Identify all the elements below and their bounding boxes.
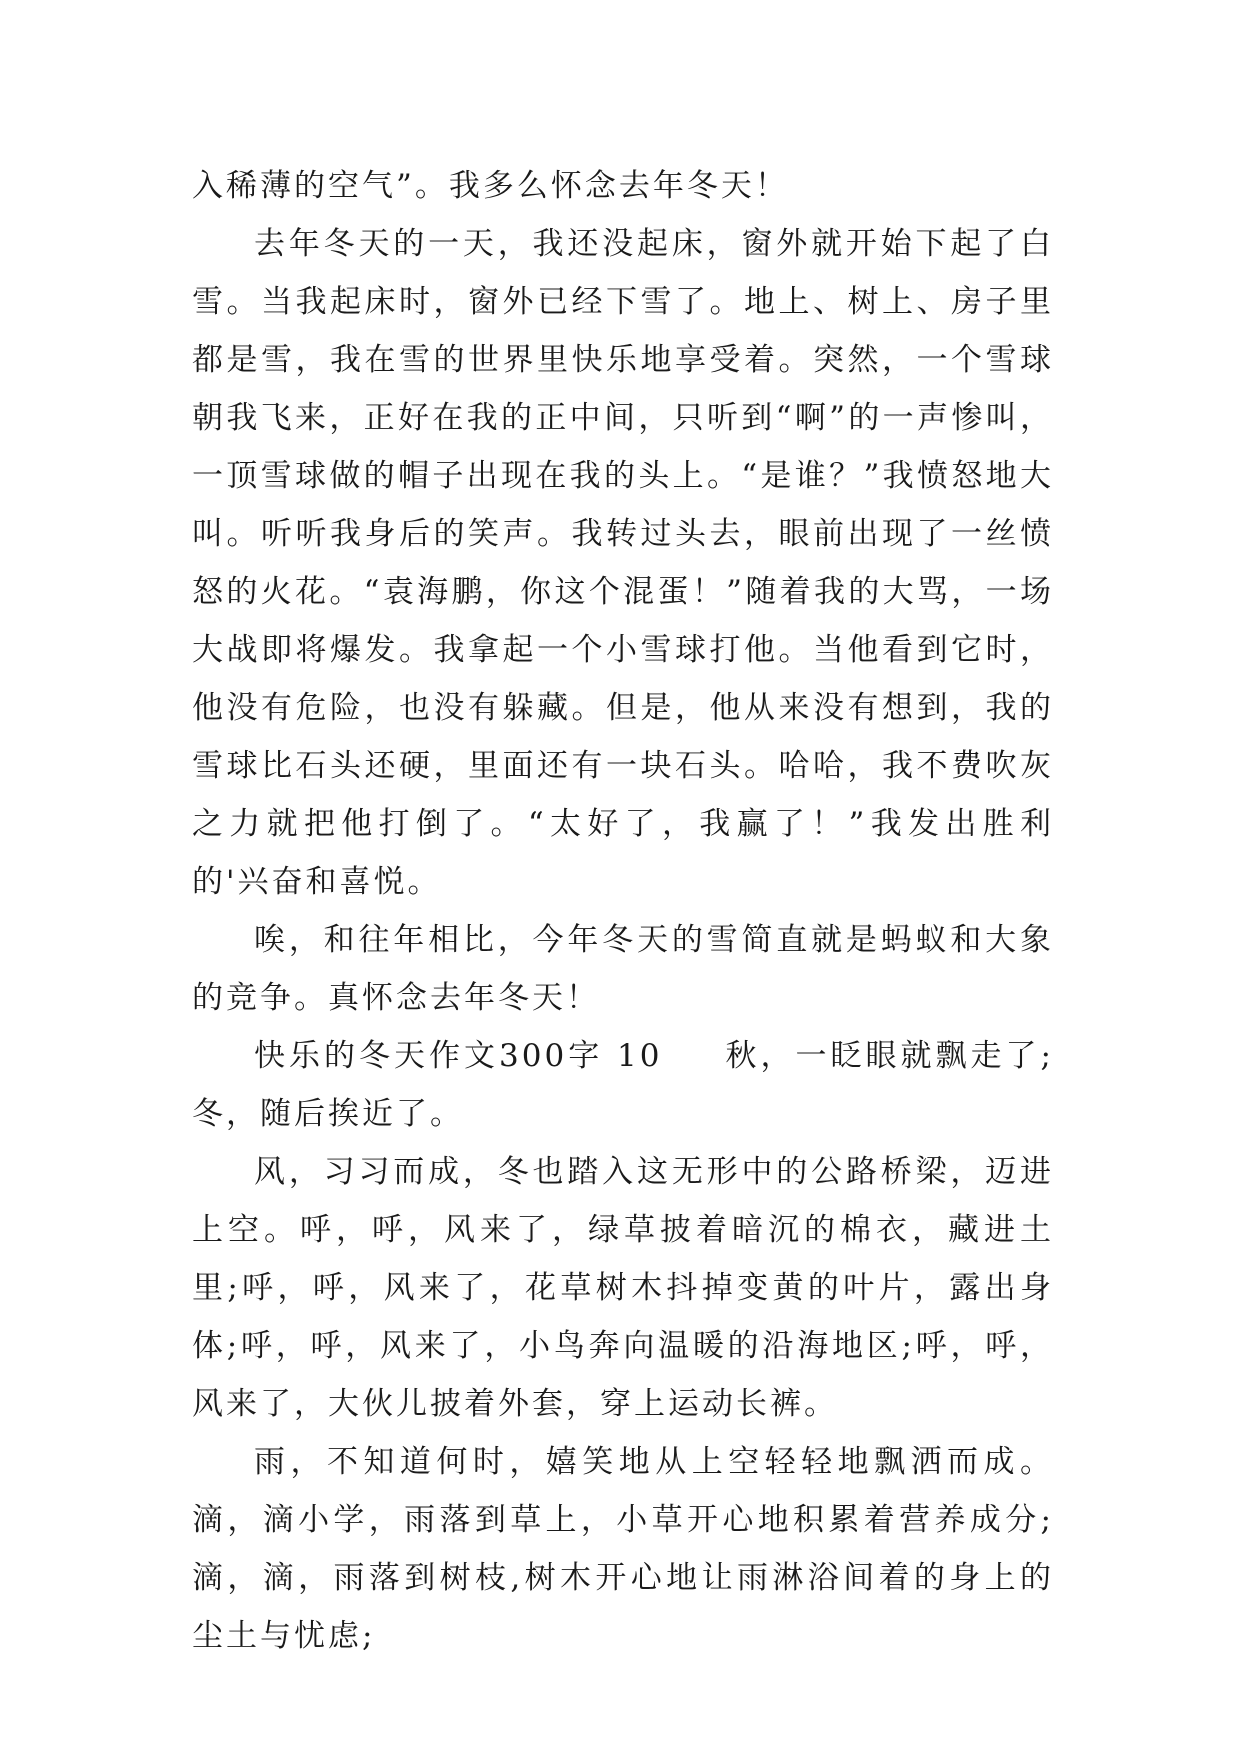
paragraph-last-winter-story: 去年冬天的一天，我还没起床，窗外就开始下起了白雪。当我起床时，窗外已经下雪了。地上、树上、房子里都是雪，我在雪的世界里快乐地享受着。突然，一个雪球朝我飞来，正好在我的正中间，只听到“啊”的一声惨叫，一顶雪球做的帽子出现在我的头上。“是谁？”我愤怒地大叫。听听我身后的笑声。我转过头去，眼前出现了一丝愤怒的火花。“袁海鹏，你这个混蛋！”随着我的大骂，一场大战即将爆发。我拿起一个小雪球打他。当他看到它时，他没有危险，也没有躲藏。但是，他从来没有想到，我的雪球比石头还硬，里面还有一块石头。哈哈，我不费吹灰之力就把他打倒了。“太好了，我赢了！”我发出胜利的'兴奋和喜悦。 (192, 226, 1054, 900)
paragraph-essay-10-intro (192, 1027, 1054, 1143)
paragraph-continuation: 入稀薄的空气”。我多么怀念去年冬天！ (192, 168, 789, 204)
document-body (192, 157, 1054, 1665)
paragraph-wind: 风，习习而成，冬也踏入这无形中的公路桥梁，迈进上空。呼，呼，风来了，绿草披着暗沉的棉衣，藏进土里;呼，呼，风来了，花草树木抖掉变黄的叶片，露出身体;呼，呼，风来了，小鸟奔向温暖的沿海地区;呼，呼，风来了，大伙儿披着外套，穿上运动长裤。 (192, 1154, 1054, 1422)
essay-intro-text: 秋，一眨眼就飘走了;冬，随后挨近了。 (192, 1038, 1054, 1132)
paragraph-comparison: 唉，和往年相比，今年冬天的雪简直就是蚂蚁和大象的竞争。真怀念去年冬天！ (192, 922, 1054, 1016)
paragraph-rain: 雨，不知道何时，嬉笑地从上空轻轻地飘洒而成。滴，滴小学，雨落到草上，小草开心地积累着营养成分;滴，滴，雨落到树枝,树木开心地让雨淋浴间着的身上的尘土与忧虑; (192, 1444, 1054, 1654)
essay-heading: 快乐的冬天作文300字 10 (254, 1038, 663, 1074)
